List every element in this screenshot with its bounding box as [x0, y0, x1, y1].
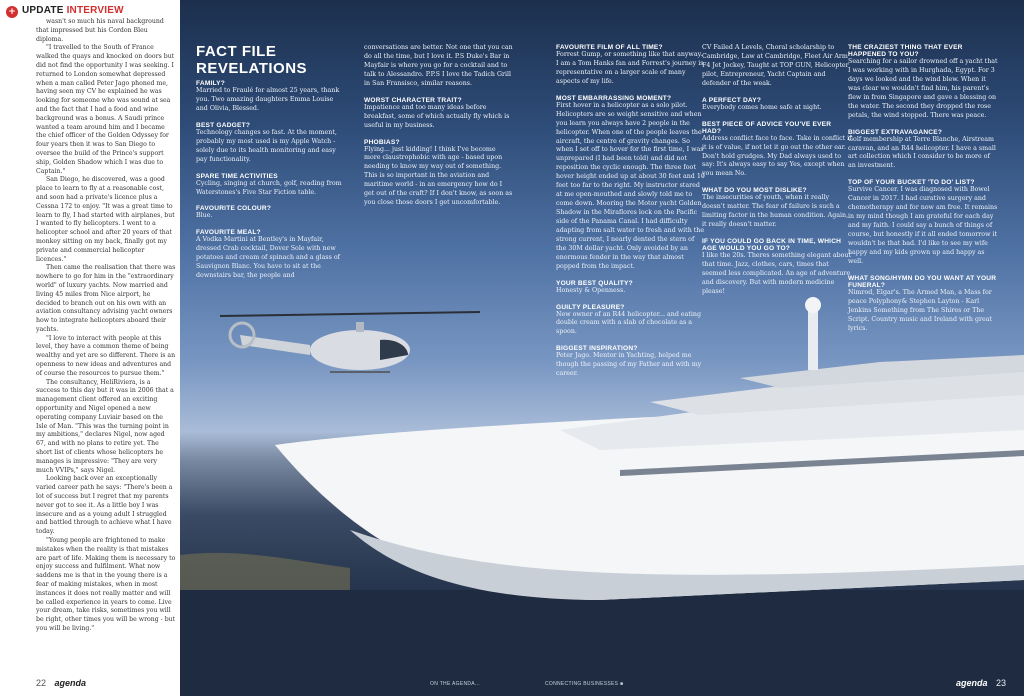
- question: IF YOU COULD GO BACK IN TIME, WHICH AGE WOULD YOU GO TO?: [702, 238, 842, 253]
- question: WORST CHARACTER TRAIT?: [364, 96, 462, 104]
- question: SPARE TIME ACTIVITIES: [196, 172, 278, 180]
- fact-file-title: [196, 44, 307, 77]
- question: BEST GADGET?: [196, 121, 251, 129]
- answer: The insecurities of youth, when it really doesn't matter. The fear of failure is such a limiting factor in the human condition. Again, it really doesn't matter.: [702, 194, 849, 229]
- left-page-column: [0, 0, 180, 696]
- answer: Blue.: [196, 212, 213, 220]
- interview-body-text: [36, 18, 176, 674]
- answer: Golf membership at Terre Blanche, Airstream caravan, and an R44 helicopter. I have a small art collection which I consider to be more of an investment.: [848, 135, 996, 170]
- footer-tagline-right: CONNECTING BUSINESSES ■: [545, 681, 624, 687]
- qa-column-3: [556, 44, 706, 379]
- paragraph: Then came the realisation that there was nowhere to go for him in the "extraordinary world" of luxury yachts. Now married and living 45 miles from Nice airport, he decided to branch out on his own with an aviation consultancy advising yacht owners how to integrate helicopters aboard their yachts.: [36, 264, 176, 333]
- footer-left: [36, 678, 86, 688]
- question: BEST PIECE OF ADVICE YOU'VE EVER HAD?: [702, 120, 832, 135]
- question: YOUR BEST QUALITY?: [556, 279, 633, 287]
- answer: Flying... just kidding! I think I've become more claustrophobic with age - based upon needing to know my way out of something. This is so important in the aviation and maritime world - in an emergency how do I get out of the craft? If I don't know, as soon as you close those doors I get uncomfortable.: [364, 145, 513, 207]
- question: WHAT SONG/HYMN DO YOU WANT AT YOUR FUNERAL?: [848, 274, 997, 289]
- question: FAMILY?: [196, 80, 225, 87]
- question: FAVOURITE COLOUR?: [196, 205, 272, 213]
- brand-logo-left: agenda: [54, 678, 87, 688]
- answer: Peter Jago. Mentor in Yachting, helped me though the passing of my Father and with my career.: [556, 352, 702, 378]
- answer: Impatience and too many ideas before breakfast, some of which actually fly which is useful in my business.: [364, 103, 510, 129]
- answer: Everybody comes home safe at night.: [702, 103, 822, 111]
- answer: Cycling, singing at church, golf, reading from Waterstones's Five Star Fiction table.: [196, 179, 342, 196]
- answer: Nimrod, Elgar's. The Armed Man, a Mass for peace Polyphony& Stephen Layton - Karl Jenkins Something from The Shires or The Script. Country music and Ireland with great lyrics.: [848, 288, 993, 332]
- title-line-1: FACT FILE: [196, 43, 277, 60]
- section-label: [22, 5, 124, 16]
- paragraph: "I love to interact with people at this level, they have a common theme of being wealthy and yet are so different. There is an openness to new ideas and adventures and of course the resources to pursue them.": [36, 334, 176, 377]
- answer: CV Failed A Levels, Choral scholarship to Cambridge, Law at Cambridge, Fleet Air Arm F4 Jet Jockey, Taught at TOP GUN, Helicopter pilot, Entrepreneur, Yacht Captain and defender of the weak.: [702, 44, 849, 87]
- question: PHOBIAS?: [364, 138, 400, 146]
- answer: Honesty & Openness.: [556, 286, 626, 294]
- question: FAVOURITE MEAL?: [196, 229, 261, 237]
- answer: Address conflict face to face. Take in conflict if it is of value, if not let it go out the other ear. Don't hold grudges. My Dad always used to say: It's always easy to say Yes, except when you mean No.: [702, 134, 852, 178]
- question: FAVOURITE FILM OF ALL TIME?: [556, 44, 663, 51]
- paragraph: Looking back over an exceptionally varied career path he says: "There's been a lot of success but I regret that my parents never got to see it. As a little boy I was insecure and as a young adult I struggled and battled through to achieve what I have today.: [36, 475, 173, 536]
- section-prefix: UPDATE: [22, 5, 64, 16]
- footer-tagline-left: ON THE AGENDA...: [430, 681, 480, 687]
- question: BIGGEST INSPIRATION?: [556, 345, 638, 353]
- paragraph: "Young people are frightened to make mistakes when the reality is that mistakes are part of life. Making them is necessary to enjoy success and fulfilment. What now saddens me is that in the young there is a fear of making mistakes, when in most instances it does not really matter and will be called experience in years to come. Live your dream, take risks, sometimes you will be right, other times you will be wrong - but you will be living.": [36, 537, 176, 632]
- brand-logo-right: agenda: [956, 678, 988, 688]
- answer: Survive Cancer. I was diagnosed with Bowel Cancer in 2017. I had curative surgery and chemotherapy and for now am free. It remains in my mind though I am grateful for each day and my faith. I could say a bunch of things of course, but honestly if it all ended tomorrow it wouldn't be that bad. I'd like to see my wife happy and my kids grown up and happy as well.: [848, 186, 998, 265]
- page-number-right: 23: [996, 678, 1007, 688]
- question: THE CRAZIEST THING THAT EVER HAPPENED TO YOU?: [848, 44, 963, 58]
- paragraph: The consultancy, HeliRiviera, is a success to this day but it was in 2006 that a management client offered an exciting opportunity and Nigel opened a new operating company Luviair based on the Isle of Man. "This was the turning point in my ambitions," declares Nigel, now aged 67, and with no plans to retire yet. The short list of clients whose helicopters he manages is impressive: "They are very much VVIPs," says Nigel.: [36, 378, 174, 474]
- answer: I like the 20s. Theres something elegant about that time. Jazz, clothes, cars, times that seemed less complicated. An age of adventure and discovery. But with modern medicine please!: [702, 252, 851, 295]
- question: GUILTY PLEASURE?: [556, 303, 625, 311]
- question: BIGGEST EXTRAVAGANCE?: [848, 128, 943, 136]
- answer: A Vodka Martini at Bentley's in Mayfair, dressed Crab cocktail, Dover Sole with new potatoes and cream of spinach and a glass of Sauvignon Blanc. You have to sit at the downstairs bar, the people and: [196, 236, 340, 280]
- qa-column-2: [364, 44, 514, 208]
- question: WHAT DO YOU MOST DISLIKE?: [702, 187, 807, 195]
- update-badge-icon: +: [6, 6, 18, 18]
- answer: New owner of an R44 helicopter... and eating double cream with a slab of chocolate as a spoon.: [556, 310, 701, 336]
- qa-column-4: [702, 44, 852, 297]
- helicopter: [220, 312, 480, 372]
- qa-column-1: [196, 80, 346, 281]
- answer: Forrest Gump, or something like that anyway. I am a Tom Hanks fan and Forrest's journey is representative on a larger scale of many aspects of my life.: [556, 51, 704, 85]
- title-line-2: REVELATIONS: [196, 59, 308, 77]
- section-name: INTERVIEW: [66, 5, 124, 16]
- paragraph: "I travelled to the South of France walked the quays and knocked on doors but did not find the opportunity I was seeking. I returned to London somewhat depressed when a man called Peter Jago phoned me, having seen my CV he explained he was looking for someone who was sound at sea and the fact that I had a food and wine background was a bonus. A Saudi prince wanted a team around him and I became the chief officer of the Golden Odyssey for four years then it was to San Diego to oversee the build of the Prince's support ship, Golden Shadow which I was due to Captain.": [36, 44, 175, 175]
- page-number-left: 22: [36, 678, 47, 688]
- question: MOST EMBARRASSING MOMENT?: [556, 94, 672, 102]
- radar-dome: [805, 297, 821, 313]
- question: A PERFECT DAY?: [702, 96, 762, 104]
- paragraph: San Diego, he discovered, was a good place to learn to fly at a reasonable cost, and soon had a private's licence plus a Cessna 172 to enjoy. "It was a great time to learn to fly, I had started with airplanes, but I wanted to fly helicopters. I went to a helicopter school and after 20 years of that monkey sitting on my back, finally got my private and commercial helicopter licences.": [36, 176, 175, 263]
- answer: Technology changes so fast. At the moment, probably my most used is my Apple Watch - solely due to its health monitoring and easy pay functionality.: [196, 128, 337, 163]
- answer: Searching for a sailor drowned off a yacht that I was working with in Hurghada, Egypt. For 3 days we looked and the wind blew. When it was clear we wouldn't find him, his parent's flew in from Singapore and gave a blessing on the water. The second they dropped the rose petals, the wind stopped. There was peace.: [848, 58, 998, 119]
- question: TOP OF YOUR BUCKET 'TO DO' LIST?: [848, 179, 975, 187]
- paragraph: wasn't so much his naval background that impressed but his Cordon Bleu diploma.: [36, 18, 164, 43]
- answer: conversations are better. Not one that you can do all the time, but I love it. P.S Duke's Bar in Mayfair is where you go for a cocktail and to talk to Alessandro. P.P.S I love the Tadich Grill in San Fransisco, similar reasons.: [364, 44, 513, 87]
- answer: Married to Fraulé for almost 25 years, thank you. Two amazing daughters Emma Louise and Olivia, Blessed.: [196, 87, 340, 112]
- footer-right: [956, 678, 1006, 688]
- answer: First hover in a helicopter as a solo pilot. Helicopters are so weight sensitive and when you learn you always have 2 people in the helicopter. When one of the people leaves the aircraft, the centre of gravity changes. So when I set off to hover for the first time, I was unprepared (I had been told) and did not reposition the cyclic enough. The three foot hover height ended up at about 30 feet and 10 feet too far to the right. My instructor stared at me open-mouthed and slowly told me to come down. Mooring the Motor yacht Golden Shadow in the Miraflores lock on the Pacific side of the Panama Canal. I had difficulty adapting from salt water to fresh and with the strong current, I nearly dented the stern of the 30M dollar yacht. Only avoided by an enormous fender in the way that almost popped from the impact.: [556, 101, 705, 270]
- qa-column-5: [848, 44, 998, 333]
